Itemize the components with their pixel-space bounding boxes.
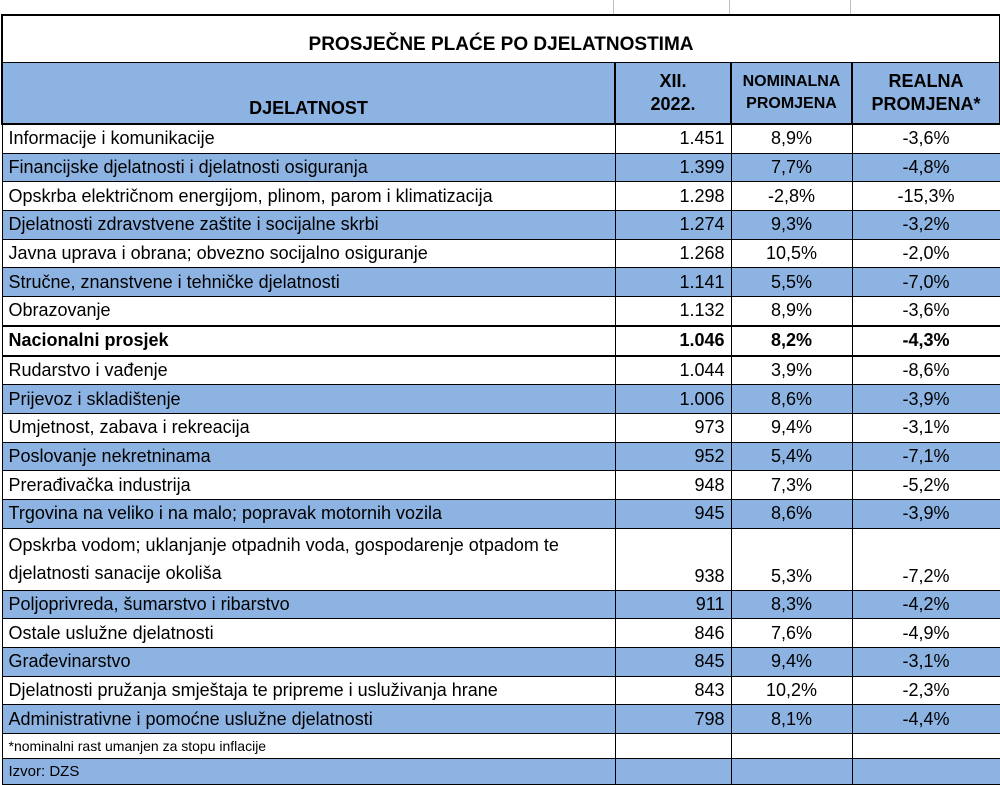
activity-cell[interactable]: Ostale uslužne djelatnosti bbox=[2, 619, 615, 648]
header-nominal[interactable] bbox=[731, 63, 852, 125]
header-period-line2: 2022. bbox=[650, 94, 696, 114]
footnote[interactable]: *nominalni rast umanjen za stopu inflacije bbox=[2, 734, 615, 759]
footnote-row bbox=[2, 734, 1000, 759]
header-period[interactable] bbox=[615, 63, 731, 125]
table-title[interactable]: PROSJEČNE PLAĆE PO DJELATNOSTIMA bbox=[2, 15, 1000, 63]
table-row bbox=[2, 124, 1000, 153]
activity-cell[interactable]: Djelatnosti pružanja smještaja te pripreme i usluživanja hrane bbox=[2, 676, 615, 705]
header-real-line2: PROMJENA* bbox=[871, 94, 981, 114]
salary-cell[interactable]: 1.268 bbox=[615, 239, 731, 268]
nominal-change-cell[interactable]: 7,6% bbox=[731, 619, 852, 648]
real-change-cell[interactable]: -4,4% bbox=[852, 705, 1000, 734]
salary-cell[interactable]: 1.141 bbox=[615, 268, 731, 297]
real-change-cell[interactable]: -8,6% bbox=[852, 356, 1000, 385]
nominal-change-cell[interactable]: 9,3% bbox=[731, 211, 852, 240]
table-row bbox=[2, 471, 1000, 500]
nominal-change-cell[interactable]: 3,9% bbox=[731, 356, 852, 385]
table-row bbox=[2, 590, 1000, 619]
salary-cell[interactable]: 1.132 bbox=[615, 297, 731, 326]
activity-cell[interactable]: Stručne, znanstvene i tehničke djelatnosti bbox=[2, 268, 615, 297]
source-row bbox=[2, 759, 1000, 785]
title-row bbox=[2, 15, 1000, 63]
nominal-change-cell[interactable]: 8,2% bbox=[731, 326, 852, 356]
real-change-cell[interactable]: -7,2% bbox=[852, 528, 1000, 590]
table-row bbox=[2, 442, 1000, 471]
nominal-change-cell[interactable]: 5,4% bbox=[731, 442, 852, 471]
salary-cell[interactable]: 1.298 bbox=[615, 182, 731, 211]
nominal-change-cell[interactable]: 7,7% bbox=[731, 153, 852, 182]
salary-cell[interactable]: 911 bbox=[615, 590, 731, 619]
real-change-cell[interactable]: -4,9% bbox=[852, 619, 1000, 648]
wages-table bbox=[1, 14, 1000, 785]
table-row bbox=[2, 297, 1000, 326]
activity-cell[interactable]: Prijevoz i skladištenje bbox=[2, 385, 615, 414]
real-change-cell[interactable]: -3,6% bbox=[852, 124, 1000, 153]
salary-cell[interactable]: 945 bbox=[615, 499, 731, 528]
nominal-change-cell[interactable]: -2,8% bbox=[731, 182, 852, 211]
table-row bbox=[2, 413, 1000, 442]
header-real-line1: REALNA bbox=[888, 71, 964, 91]
activity-cell[interactable]: Informacije i komunikacije bbox=[2, 124, 615, 153]
real-change-cell[interactable]: -3,2% bbox=[852, 211, 1000, 240]
table-row bbox=[2, 528, 1000, 590]
nominal-change-cell[interactable]: 5,3% bbox=[731, 528, 852, 590]
activity-cell[interactable]: Rudarstvo i vađenje bbox=[2, 356, 615, 385]
table-row bbox=[2, 385, 1000, 414]
nominal-change-cell[interactable]: 8,1% bbox=[731, 705, 852, 734]
salary-cell[interactable]: 1.046 bbox=[615, 326, 731, 356]
real-change-cell[interactable]: -4,3% bbox=[852, 326, 1000, 356]
salary-cell[interactable]: 1.451 bbox=[615, 124, 731, 153]
header-real[interactable] bbox=[852, 63, 1000, 125]
nominal-change-cell[interactable]: 10,5% bbox=[731, 239, 852, 268]
real-change-cell[interactable]: -4,2% bbox=[852, 590, 1000, 619]
salary-cell[interactable]: 798 bbox=[615, 705, 731, 734]
nominal-change-cell[interactable]: 8,6% bbox=[731, 499, 852, 528]
salary-cell[interactable]: 845 bbox=[615, 648, 731, 677]
nominal-change-cell[interactable]: 8,9% bbox=[731, 124, 852, 153]
header-nominal-line2: PROMJENA bbox=[746, 95, 837, 112]
activity-cell[interactable]: Građevinarstvo bbox=[2, 648, 615, 677]
real-change-cell[interactable]: -7,0% bbox=[852, 268, 1000, 297]
table-row bbox=[2, 676, 1000, 705]
real-change-cell[interactable]: -3,6% bbox=[852, 297, 1000, 326]
table-row bbox=[2, 211, 1000, 240]
activity-cell[interactable]: Obrazovanje bbox=[2, 297, 615, 326]
activity-cell[interactable]: Opskrba vodom; uklanjanje otpadnih voda, gospodarenje otpadom te djelatnosti sanacije okoliša bbox=[2, 528, 615, 590]
nominal-change-cell[interactable]: 9,4% bbox=[731, 413, 852, 442]
real-change-cell[interactable]: -3,1% bbox=[852, 413, 1000, 442]
real-change-cell[interactable]: -3,9% bbox=[852, 499, 1000, 528]
nominal-change-cell[interactable]: 7,3% bbox=[731, 471, 852, 500]
source[interactable]: Izvor: DZS bbox=[2, 759, 615, 785]
real-change-cell[interactable]: -2,0% bbox=[852, 239, 1000, 268]
table-row bbox=[2, 356, 1000, 385]
real-change-cell[interactable]: -2,3% bbox=[852, 676, 1000, 705]
nominal-change-cell[interactable]: 9,4% bbox=[731, 648, 852, 677]
table-row bbox=[2, 153, 1000, 182]
activity-cell[interactable]: Poljoprivreda, šumarstvo i ribarstvo bbox=[2, 590, 615, 619]
salary-cell[interactable]: 973 bbox=[615, 413, 731, 442]
header-nominal-line1: NOMINALNA bbox=[742, 73, 841, 90]
spreadsheet bbox=[1, 0, 999, 785]
real-change-cell[interactable]: -5,2% bbox=[852, 471, 1000, 500]
table-row bbox=[2, 326, 1000, 356]
table-row bbox=[2, 239, 1000, 268]
salary-cell[interactable]: 843 bbox=[615, 676, 731, 705]
activity-cell[interactable]: Javna uprava i obrana; obvezno socijalno osiguranje bbox=[2, 239, 615, 268]
activity-cell[interactable]: Poslovanje nekretninama bbox=[2, 442, 615, 471]
activity-cell[interactable]: Djelatnosti zdravstvene zaštite i socijalne skrbi bbox=[2, 211, 615, 240]
nominal-change-cell[interactable]: 8,9% bbox=[731, 297, 852, 326]
activity-cell[interactable]: Administrativne i pomoćne uslužne djelatnosti bbox=[2, 705, 615, 734]
empty-cell[interactable] bbox=[852, 759, 1000, 785]
real-change-cell[interactable]: -3,1% bbox=[852, 648, 1000, 677]
activity-cell[interactable]: Umjetnost, zabava i rekreacija bbox=[2, 413, 615, 442]
activity-cell[interactable]: Nacionalni prosjek bbox=[2, 326, 615, 356]
empty-cell[interactable] bbox=[615, 734, 731, 759]
table-row bbox=[2, 268, 1000, 297]
salary-cell[interactable]: 1.044 bbox=[615, 356, 731, 385]
salary-cell[interactable]: 846 bbox=[615, 619, 731, 648]
table-row bbox=[2, 619, 1000, 648]
table-row bbox=[2, 499, 1000, 528]
real-change-cell[interactable]: -4,8% bbox=[852, 153, 1000, 182]
real-change-cell[interactable]: -15,3% bbox=[852, 182, 1000, 211]
table-row bbox=[2, 648, 1000, 677]
salary-cell[interactable]: 1.006 bbox=[615, 385, 731, 414]
real-change-cell[interactable]: -7,1% bbox=[852, 442, 1000, 471]
header-activity[interactable]: DJELATNOST bbox=[2, 63, 615, 125]
empty-cell[interactable] bbox=[731, 734, 852, 759]
salary-cell[interactable]: 952 bbox=[615, 442, 731, 471]
real-change-cell[interactable]: -3,9% bbox=[852, 385, 1000, 414]
empty-cell[interactable] bbox=[731, 759, 852, 785]
header-row bbox=[2, 63, 1000, 125]
nominal-change-cell[interactable]: 5,5% bbox=[731, 268, 852, 297]
salary-cell[interactable]: 938 bbox=[615, 528, 731, 590]
salary-cell[interactable]: 1.399 bbox=[615, 153, 731, 182]
salary-cell[interactable]: 1.274 bbox=[615, 211, 731, 240]
salary-cell[interactable]: 948 bbox=[615, 471, 731, 500]
table-row bbox=[2, 705, 1000, 734]
table-row bbox=[2, 182, 1000, 211]
nominal-change-cell[interactable]: 10,2% bbox=[731, 676, 852, 705]
empty-cell[interactable] bbox=[615, 759, 731, 785]
activity-cell[interactable]: Trgovina na veliko i na malo; popravak motornih vozila bbox=[2, 499, 615, 528]
header-period-line1: XII. bbox=[659, 71, 687, 91]
activity-cell[interactable]: Opskrba električnom energijom, plinom, parom i klimatizacija bbox=[2, 182, 615, 211]
nominal-change-cell[interactable]: 8,6% bbox=[731, 385, 852, 414]
top-gridlines bbox=[1, 0, 999, 14]
nominal-change-cell[interactable]: 8,3% bbox=[731, 590, 852, 619]
activity-cell[interactable]: Financijske djelatnosti i djelatnosti osiguranja bbox=[2, 153, 615, 182]
activity-cell[interactable]: Prerađivačka industrija bbox=[2, 471, 615, 500]
empty-cell[interactable] bbox=[852, 734, 1000, 759]
